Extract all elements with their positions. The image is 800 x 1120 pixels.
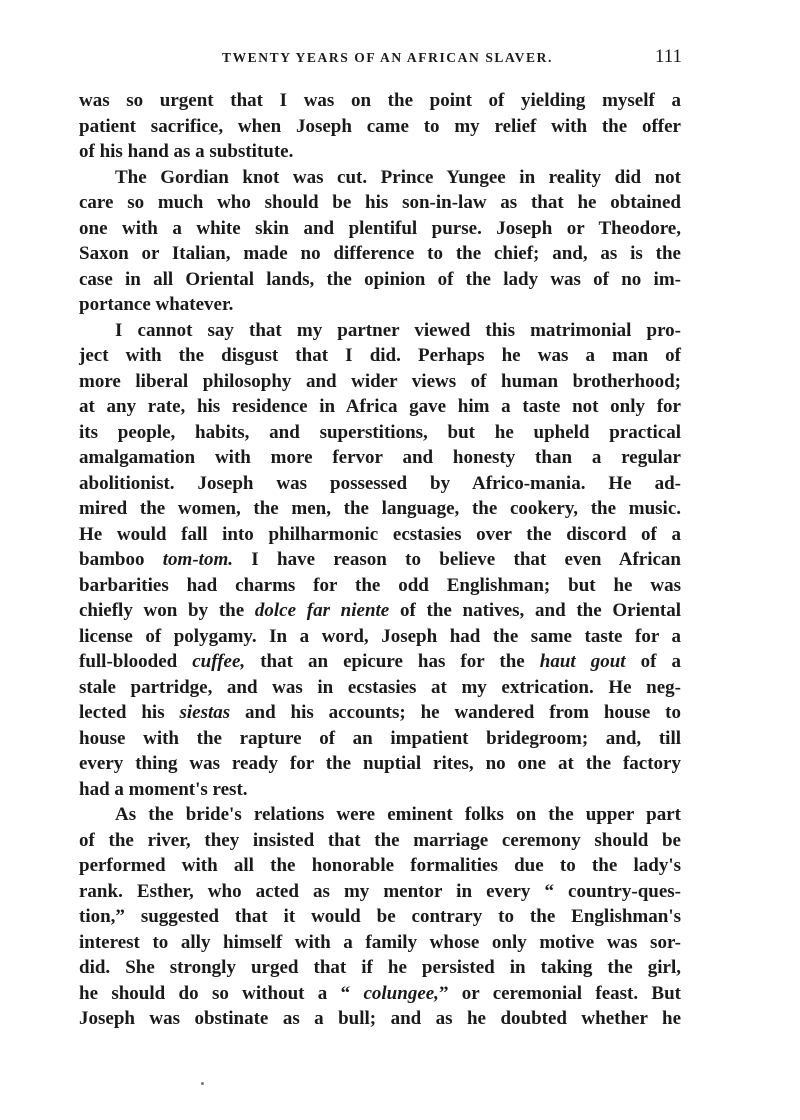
- text-line: abolitionist. Joseph was possessed by Africo-mania. He ad-: [79, 472, 681, 494]
- text-line: of his hand as a substitute.: [79, 141, 294, 162]
- ink-speck: [201, 1082, 204, 1085]
- text-line: ject with the disgust that I did. Perhaps he was a man of: [79, 345, 681, 366]
- running-title: TWENTY YEARS OF AN AFRICAN SLAVER.: [221, 50, 553, 65]
- text-line: As the bride's relations were eminent folks on the upper part: [115, 804, 681, 825]
- text-segment: full-blooded: [79, 651, 193, 672]
- text-line: I cannot say that my partner viewed this matrimonial pro-: [115, 319, 681, 341]
- text-line: barbarities had charms for the odd Englishman; but he was: [79, 574, 681, 596]
- text-line: performed with all the honorable formalities due to the lady's: [79, 855, 681, 876]
- text-line: care so much who should be his son-in-law as that he obtained: [79, 192, 681, 213]
- text-line: mired the women, the men, the language, the cookery, the music.: [79, 498, 681, 519]
- text-segment: bamboo: [79, 549, 163, 570]
- text-segment: of the natives, and the Oriental: [389, 600, 681, 621]
- text-line: tion,” suggested that it would be contrary to the Englishman's: [79, 906, 681, 927]
- text-line: its people, habits, and superstitions, but he upheld practical: [79, 421, 681, 443]
- text-segment: I have reason to believe that even African: [232, 549, 681, 570]
- text-line: [79, 547, 681, 573]
- text-segment: ” or ceremonial feast. But: [438, 982, 682, 1004]
- italic-term: dolce far niente: [254, 600, 390, 621]
- text-line: [79, 649, 681, 675]
- text-line: had a moment's rest.: [79, 778, 248, 800]
- italic-term: tom-tom.: [162, 549, 233, 570]
- text-line: amalgamation with more fervor and honesty than a regular: [79, 447, 681, 468]
- text-line: Saxon or Italian, made no difference to the chief; and, as is the: [79, 243, 681, 264]
- text-line: He would fall into philharmonic ecstasies over the discord of a: [79, 523, 681, 545]
- text-line: did. She strongly urged that if he persisted in taking the girl,: [79, 957, 681, 978]
- text-segment: of a: [625, 651, 681, 672]
- text-line: interest to ally himself with a family whose only motive was sor-: [79, 931, 681, 953]
- text-line: patient sacrifice, when Joseph came to my relief with the offer: [79, 115, 681, 137]
- italic-term: haut gout: [539, 651, 626, 672]
- text-line: case in all Oriental lands, the opinion of the lady was of no im-: [79, 268, 681, 290]
- text-line: The Gordian knot was cut. Prince Yungee in reality did not: [115, 166, 681, 188]
- body-text: [79, 88, 681, 1032]
- text-segment: lected his: [79, 702, 180, 723]
- text-line: [79, 700, 681, 726]
- text-segment: that an epicure has for the: [245, 651, 540, 672]
- page-header: [80, 46, 682, 68]
- text-line: house with the rapture of an impatient bridegroom; and, till: [79, 727, 681, 749]
- text-line: was so urgent that I was on the point of yielding myself a: [79, 90, 681, 111]
- text-line: at any rate, his residence in Africa gave him a taste not only for: [79, 396, 681, 417]
- text-line: Joseph was obstinate as a bull; and as he doubted whether he: [79, 1008, 681, 1029]
- text-line: portance whatever.: [79, 294, 234, 315]
- italic-term: siestas: [179, 702, 231, 723]
- text-line: more liberal philosophy and wider views of human brotherhood;: [79, 370, 681, 392]
- text-line: of the river, they insisted that the marriage ceremony should be: [79, 829, 681, 851]
- text-segment: and his accounts; he wandered from house to: [230, 702, 681, 723]
- text-segment: he should do so without a “: [79, 982, 364, 1004]
- text-line: rank. Esther, who acted as my mentor in every “ country-ques-: [79, 880, 681, 902]
- text-line: license of polygamy. In a word, Joseph had the same taste for a: [79, 625, 681, 647]
- italic-term: cuffee,: [192, 651, 246, 672]
- italic-term: colungee,: [363, 982, 439, 1004]
- text-line: every thing was ready for the nuptial rites, no one at the factory: [79, 753, 681, 774]
- text-segment: chiefly won by the: [79, 600, 255, 621]
- text-line: one with a white skin and plentiful purse. Joseph or Theodore,: [79, 217, 681, 239]
- text-line: [79, 598, 681, 624]
- text-line: [79, 981, 681, 1007]
- page-number: 111: [654, 46, 682, 67]
- text-line: stale partridge, and was in ecstasies at my extrication. He neg-: [79, 676, 681, 698]
